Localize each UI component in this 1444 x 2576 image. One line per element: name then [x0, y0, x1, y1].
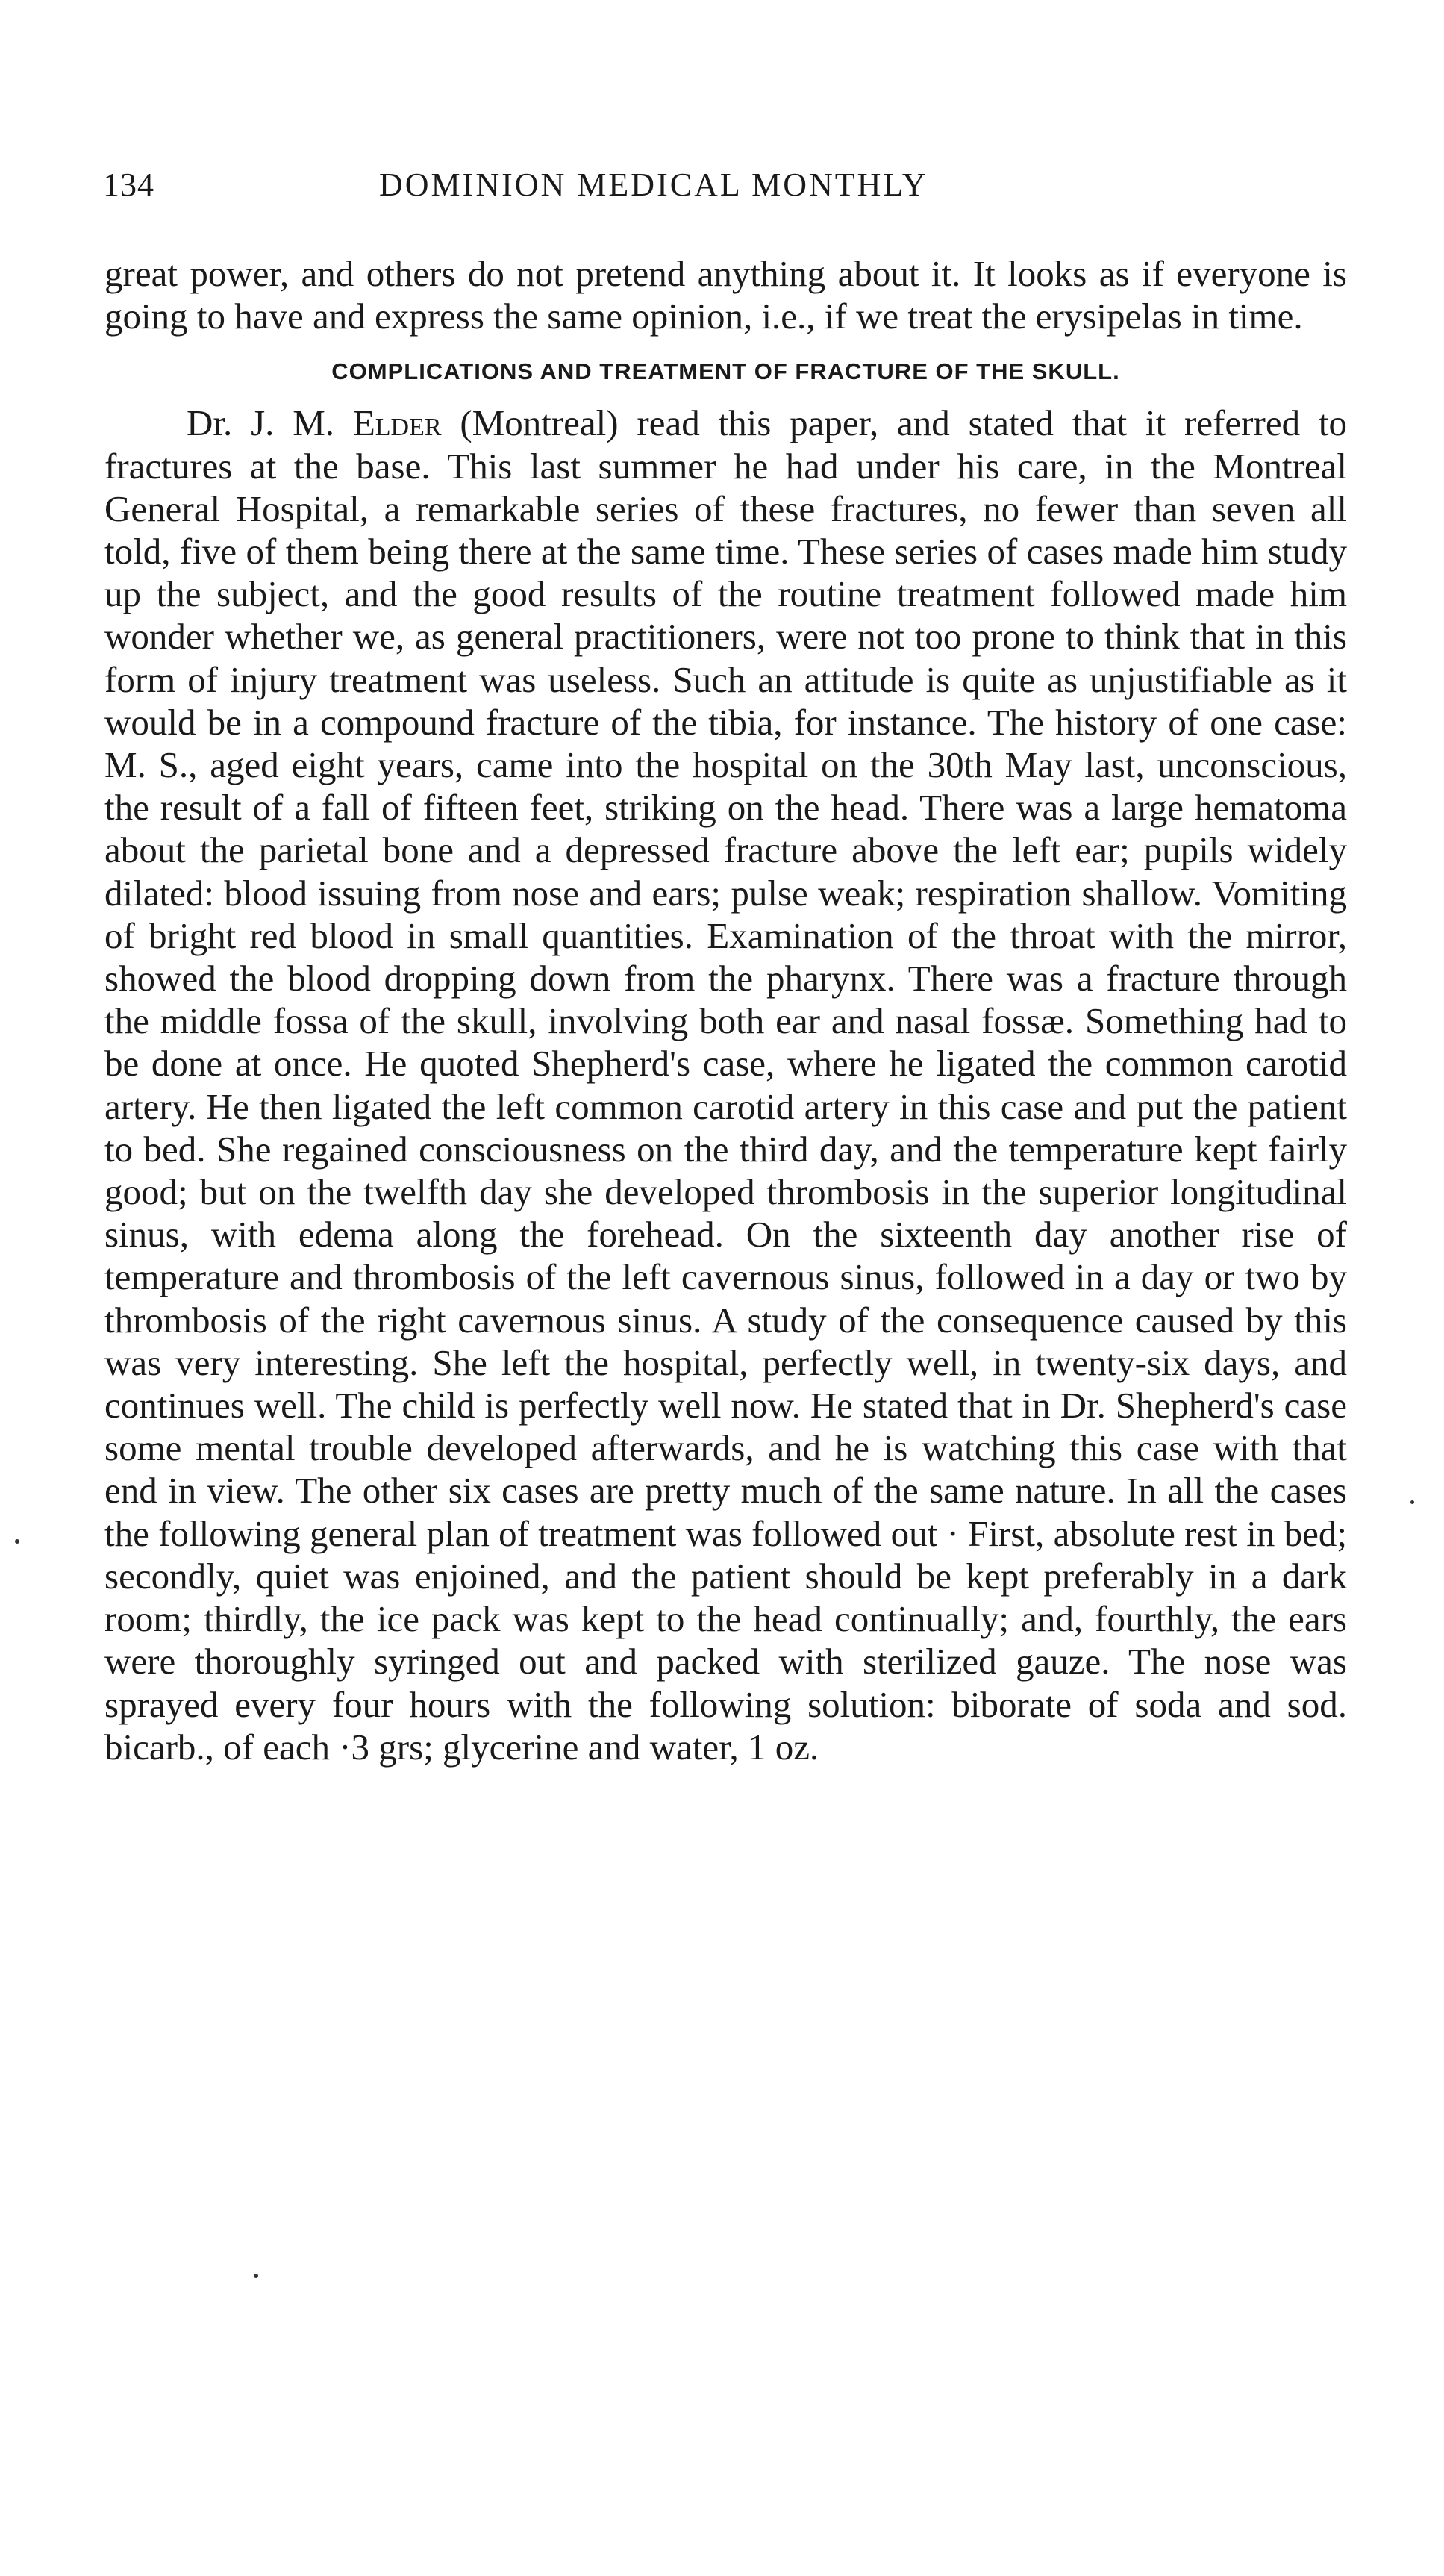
print-speck — [1410, 1500, 1414, 1504]
print-speck — [15, 1539, 19, 1544]
article-body — [104, 252, 1347, 1768]
page-number: 134 — [103, 166, 154, 203]
paragraph-prefix: Dr. J. M. — [187, 402, 353, 444]
running-header — [103, 166, 1073, 210]
section-heading: COMPLICATIONS AND TREATMENT OF FRACTURE OF THE SKULL. — [331, 358, 1120, 385]
print-speck — [254, 2274, 258, 2278]
main-paragraph — [104, 402, 1347, 1768]
paragraph-body: (Montreal) read this paper, and stated that it referred to fractures at the base. This last summer he had under his care, in the Montreal General Hospital, a remarkable series of these fractures, no fewer than seven all told, five of them being there at the same time. These series of cases made him study up the subject, and the good results of the routine treatment followed made him wonder whether we, as general practitioners, were not too prone to think that in this form of injury treatment was useless. Such an attitude is quite as unjustifiable as it would be in a compound fracture of the tibia, for instance. The history of one case: M. S., aged eight years, came into the hospital on the 30th May last, unconscious, the result of a fall of fifteen feet, striking on the head. There was a large hematoma about the parietal bone and a depressed fracture above the left ear; pupils widely dilated: blood issuing from nose and ears; pulse weak; respiration shallow. Vomiting of bright red blood in small quantities. Examination of the throat with the mirror, showed the blood dropping down from the pharynx. There was a fracture through the middle fossa of the skull, involving both ear and nasal fossæ. Something had to be done at once. He quoted Shepherd's case, where he ligated the common carotid artery. He then ligated the left common carotid artery in this case and put the patient to bed. She regained consciousness on the third day, and the temperature kept fairly good; but on the twelfth day she developed thrombosis in the superior longitudinal sinus, with edema along the forehead. On the sixteenth day another rise of temperature and thrombosis of the left cavernous sinus, followed in a day or two by thrombosis of the right cavernous sinus. A study of the consequence caused by this was very interesting. She left the hospital, perfectly well, in twenty-six days, and continues well. The child is perfectly well now. He stated that in Dr. Shepherd's case some mental trouble developed afterwards, and he is watching this case with that end in view. The other six cases are pretty much of the same nature. In all the cases the following general plan of treatment was followed out · First, absolute rest in bed; secondly, quiet was enjoined, and the patient should be kept preferably in a dark room; thirdly, the ice pack was kept to the head continually; and, fourthly, the ears were thoroughly syringed out and packed with sterilized gauze. The nose was sprayed every four hours with the following solution: biborate of soda and sod. bicarb., of each ·3 grs; glycerine and water, 1 oz. — [104, 402, 1347, 1768]
author-name: Elder — [352, 402, 442, 444]
journal-title: DOMINION MEDICAL MONTHLY — [379, 166, 928, 203]
continuation-paragraph: great power, and others do not pretend anything about it. It looks as if everyone is going to have and express the same opinion, i.e., if we treat the erysipelas in time. — [104, 253, 1347, 337]
